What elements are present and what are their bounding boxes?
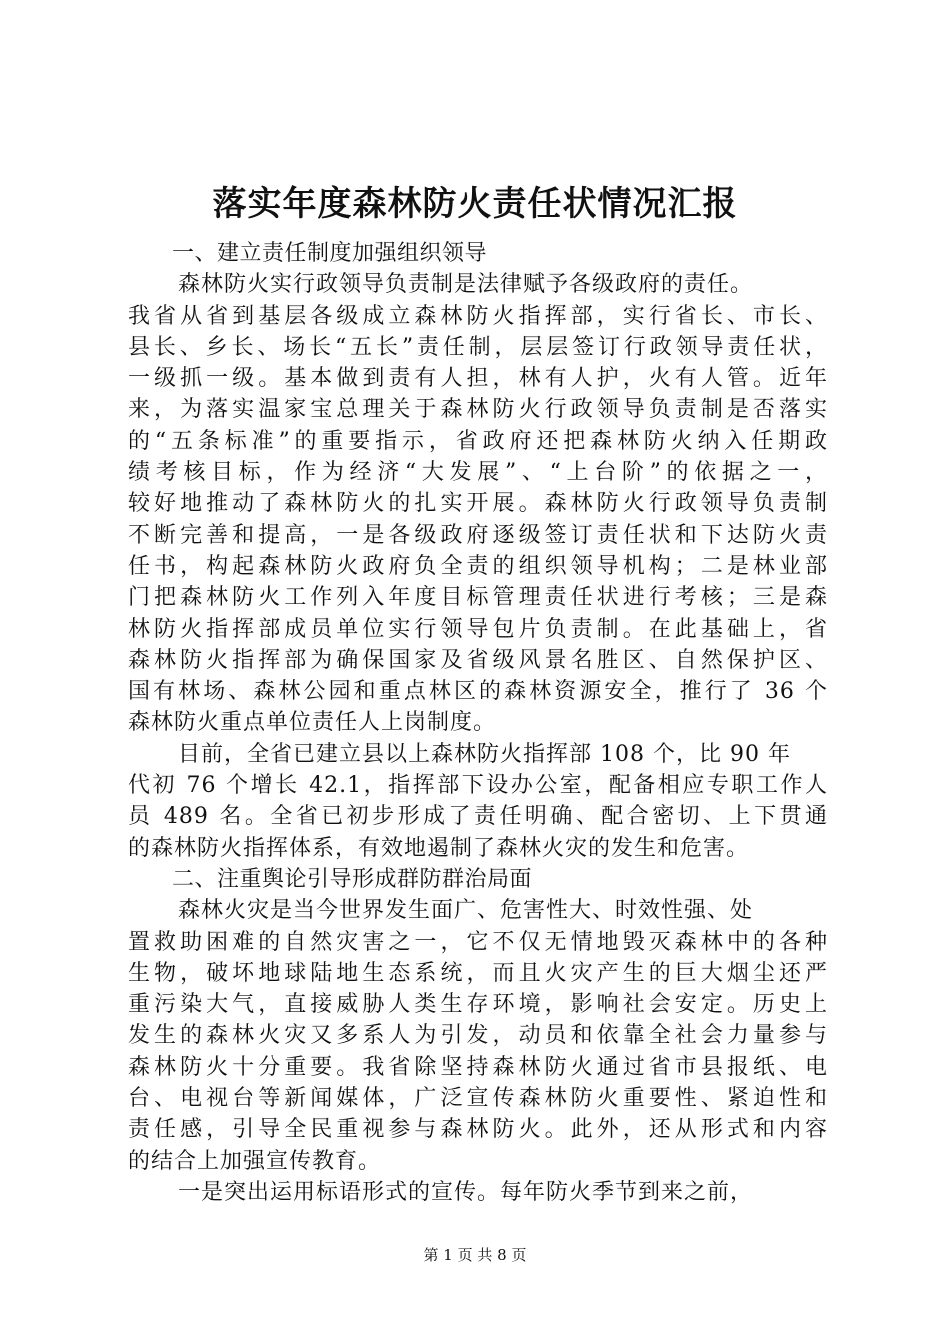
paragraph-line: 生物，破坏地球陆地生态系统，而且火灾产生的巨大烟尘还严 (128, 960, 828, 986)
paragraph-line: 发生的森林火灾又多系人为引发，动员和依靠全社会力量参与 (128, 1023, 828, 1049)
section-heading-2: 二、注重舆论引导形成群防群治局面 (172, 866, 533, 892)
document-title: 落实年度森林防火责任状情况汇报 (212, 184, 738, 224)
paragraph-line: 我省从省到基层各级成立森林防火指挥部，实行省长、市长、 (128, 303, 828, 329)
paragraph-line: 林防火指挥部成员单位实行领导包片负责制。在此基础上，省 (128, 616, 828, 642)
paragraph-line: 台、电视台等新闻媒体，广泛宣传森林防火重要性、紧迫性和 (128, 1086, 828, 1112)
paragraph-line: 县长、乡长、场长“五长”责任制，层层签订行政领导责任状， (128, 334, 828, 360)
paragraph-line: 森林防火重点单位责任人上岗制度。 (128, 710, 497, 736)
paragraph-line: 目前，全省已建立县以上森林防火指挥部 108 个，比 90 年 (178, 741, 791, 767)
paragraph-line: 代初 76 个增长 42.1，指挥部下设办公室，配备相应专职工作人 (128, 773, 828, 799)
paragraph-line: 责任感，引导全民重视参与森林防火。此外，还从形式和内容 (128, 1117, 828, 1143)
paragraph-line: 门把森林防火工作列入年度目标管理责任状进行考核；三是森 (128, 585, 828, 611)
paragraph-line: 一级抓一级。基本做到责有人担，林有人护，火有人管。近年 (128, 366, 828, 392)
paragraph-line: 一是突出运用标语形式的宣传。每年防火季节到来之前， (178, 1179, 754, 1205)
paragraph-line: 国有林场、森林公园和重点林区的森林资源安全，推行了 36 个 (128, 679, 828, 705)
paragraph-line: 较好地推动了森林防火的扎实开展。森林防火行政领导负责制 (128, 491, 828, 517)
paragraph-line: 置救助困难的自然灾害之一，它不仅无情地毁灭森林中的各种 (128, 929, 828, 955)
paragraph-line: 森林火灾是当今世界发生面广、危害性大、时效性强、处 (178, 898, 754, 924)
paragraph-line: 任书，构起森林防火政府负全责的组织领导机构；二是林业部 (128, 553, 828, 579)
paragraph-line: 绩考核目标，作为经济“大发展”、“上台阶”的依据之一， (128, 460, 828, 486)
page-footer: 第 1 页 共 8 页 (423, 1246, 527, 1264)
section-heading-1: 一、建立责任制度加强组织领导 (172, 241, 488, 266)
paragraph-line: 员 489 名。全省已初步形成了责任明确、配合密切、上下贯通 (128, 804, 828, 830)
paragraph-line: 森林防火指挥部为确保国家及省级风景名胜区、自然保护区、 (128, 647, 828, 673)
paragraph-line: 不断完善和提高，一是各级政府逐级签订责任状和下达防火责 (128, 522, 828, 548)
paragraph-line: 来，为落实温家宝总理关于森林防火行政领导负责制是否落实 (128, 397, 828, 423)
paragraph-line: 的结合上加强宣传教育。 (128, 1148, 382, 1174)
document-body (128, 238, 828, 1208)
paragraph-line: 森林防火实行政领导负责制是法律赋予各级政府的责任。 (178, 272, 754, 298)
paragraph-line: 森林防火十分重要。我省除坚持森林防火通过省市县报纸、电 (128, 1054, 828, 1080)
paragraph-line: 重污染大气，直接威胁人类生存环境，影响社会安定。历史上 (128, 992, 828, 1018)
paragraph-line: 的森林防火指挥体系，有效地遏制了森林火灾的发生和危害。 (128, 835, 750, 861)
paragraph-line: 的“五条标准”的重要指示，省政府还把森林防火纳入任期政 (128, 428, 828, 454)
